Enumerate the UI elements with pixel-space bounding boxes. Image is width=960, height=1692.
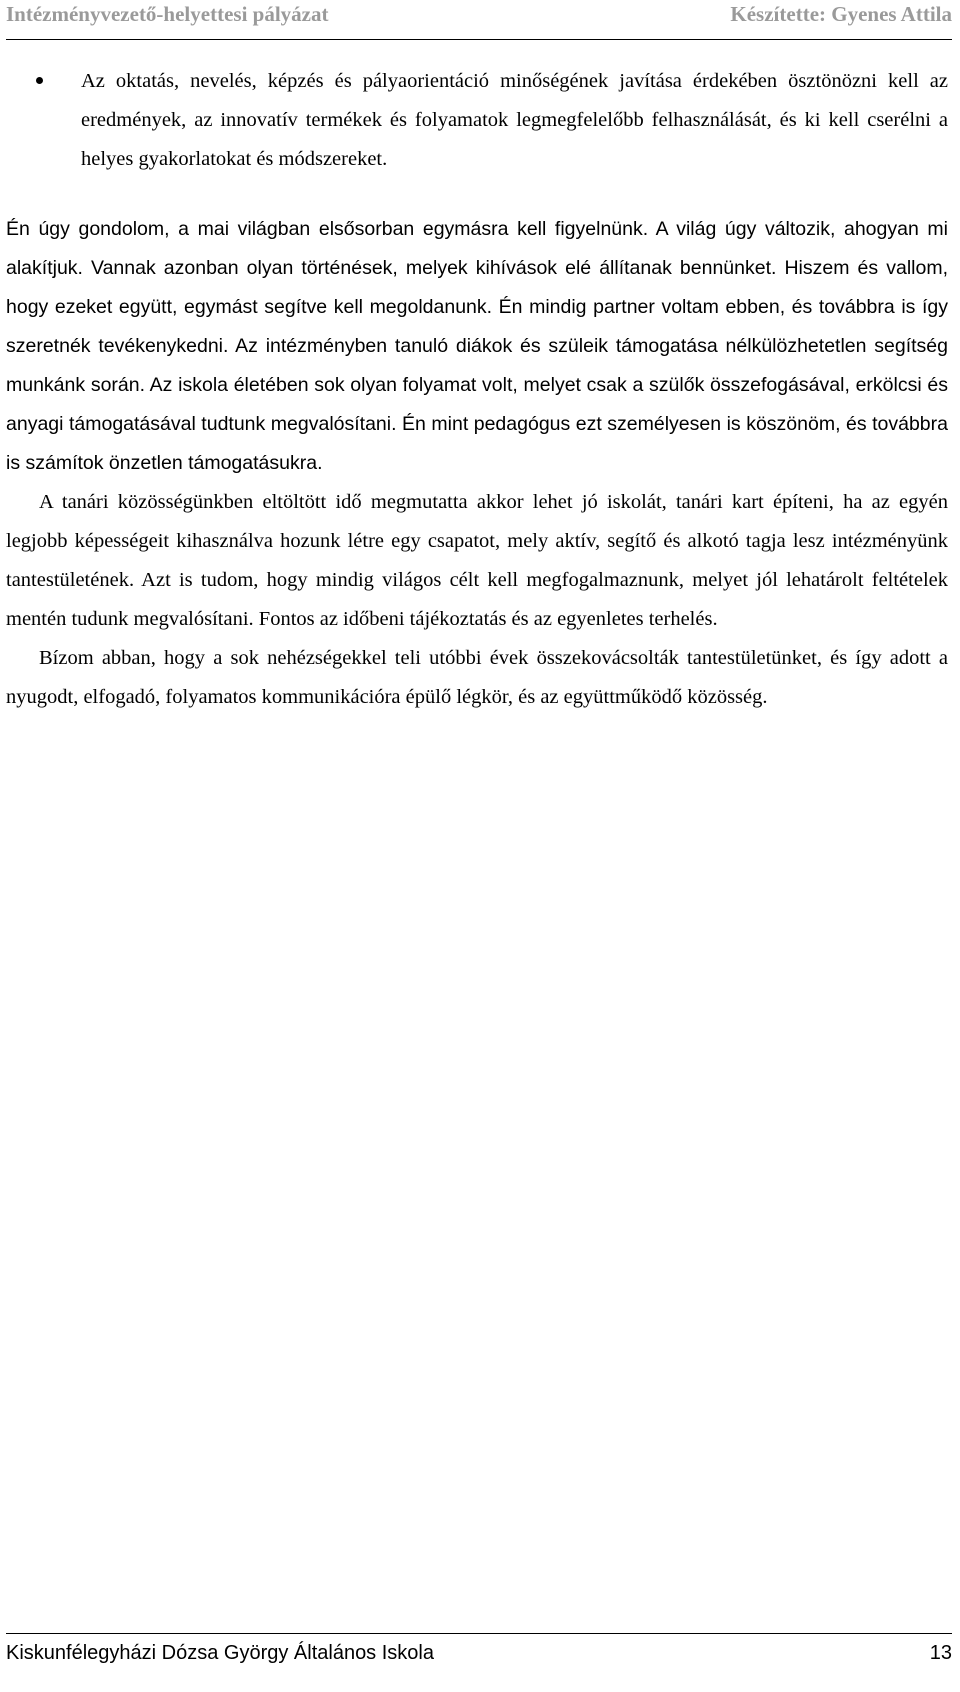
bullet-list-item <box>6 62 948 179</box>
page-header <box>6 0 952 40</box>
footer-school: Kiskunfélegyházi Dózsa György Általános Iskola <box>6 1642 434 1664</box>
header-title: Intézményvezető-helyettesi pályázat <box>6 2 329 26</box>
bullet-icon <box>36 77 43 84</box>
page-number: 13 <box>929 1642 952 1664</box>
page-body <box>6 62 948 717</box>
page-footer <box>6 1633 952 1665</box>
header-author: Készítette: Gyenes Attila <box>730 2 952 26</box>
paragraph-1: Én úgy gondolom, a mai világban elsősorban egymásra kell figyelnünk. A világ úgy változik, ahogyan mi alakítjuk. Vannak azonban olyan történések, melyek kihívások elé állítanak bennünket. Hiszem és vallom, hogy ezeket együtt, egymást segítve kell megoldanunk. Én mindig partner voltam ebben, és továbbra is így szeretnék tevékenykedni. Az intézményben tanuló diákok és szüleik támogatása nélkülözhetetlen segítség munkánk során. Az iskola életében sok olyan folyamat volt, melyet csak a szülők összefogásával, erkölcsi és anyagi támogatásával tudtunk megvalósítani. Én mint pedagógus ezt személyesen is köszönöm, és továbbra is számítok önzetlen támogatásukra. <box>6 218 948 474</box>
bullet-text: Az oktatás, nevelés, képzés és pályaorientáció minőségének javítása érdekében ösztönözni kell az eredmények, az innovatív termékek és folyamatok legmegfelelőbb felhasználását, és ki kell cserélni a helyes gyakorlatokat és módszereket. <box>81 70 948 170</box>
paragraph-3: Bízom abban, hogy a sok nehézségekkel teli utóbbi évek összekovácsolták tantestületünket, és így adott a nyugodt, elfogadó, folyamatos kommunikációra épülő légkör, és az együttműködő közösség. <box>6 647 948 708</box>
paragraph-2: A tanári közösségünkben eltöltött idő megmutatta akkor lehet jó iskolát, tanári kart építeni, ha az egyén legjobb képességeit kihasználva hozunk létre egy csapatot, mely aktív, segítő és alkotó tagja lesz intézményünk tantestületének. Azt is tudom, hogy mindig világos célt kell megfogalmaznunk, melyet jól lehatárolt feltételek mentén tudunk megvalósítani. Fontos az időbeni tájékoztatás és az egyenletes terhelés. <box>6 491 948 630</box>
